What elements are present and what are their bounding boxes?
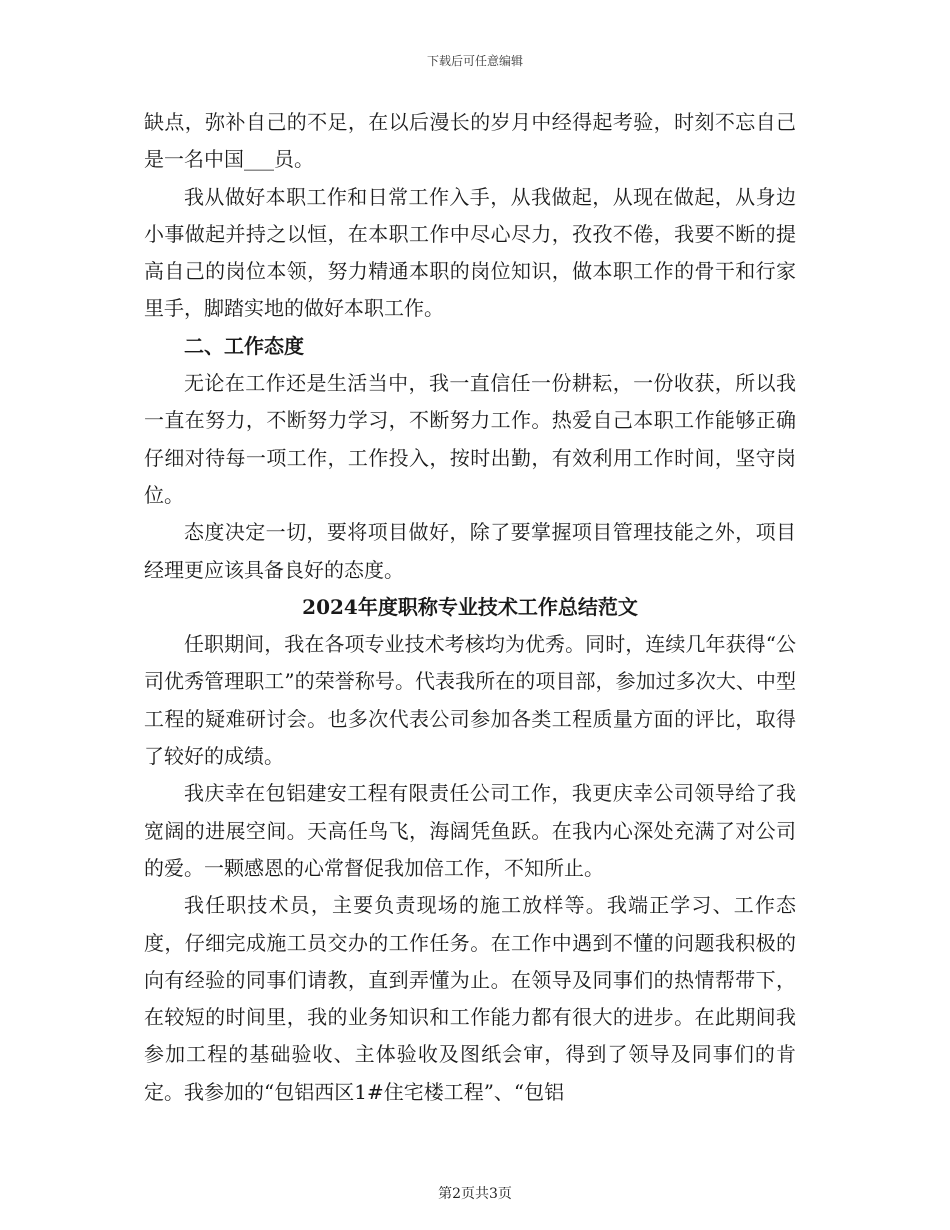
paragraph: 态度决定一切，要将项目做好，除了要掌握项目管理技能之外，项目经理更应该具备良好的态度。 — [144, 520, 796, 582]
page-number: 第2页共3页 — [438, 1186, 512, 1202]
section-heading: 二、工作态度 — [184, 333, 304, 358]
paragraph: 我庆幸在包铝建安工程有限责任公司工作，我更庆幸公司领导给了我宽阔的进展空间。天高任鸟飞，海阔凭鱼跃。在我内心深处充满了对公司的爱。一颗感恩的心常督促我加倍工作，不知所止。 — [144, 781, 796, 880]
page-header-note: 下载后可任意编辑 — [426, 54, 523, 68]
paragraph: 我从做好本职工作和日常工作入手，从我做起，从现在做起，从身边小事做起并持之以恒，在本职工作中尽心尽力，孜孜不倦，我要不断的提高自己的岗位本领，努力精通本职的岗位知识，做本职工作的骨干和行家里手，脚踏实地的做好本职工作。 — [144, 184, 796, 321]
paragraph: 任职期间，我在各项专业技术考核均为优秀。同时，连续几年获得“公司优秀管理职工”的荣誉称号。代表我所在的项目部，参加过多次大、中型工程的疑难研讨会。也多次代表公司参加各类工程质量方面的评比，取得了较好的成绩。 — [144, 632, 796, 769]
paragraph-continuation: 缺点，弥补自己的不足，在以后漫长的岁月中经得起考验，时刻不忘自己是一名中国___员。 — [144, 110, 796, 172]
document-body — [144, 104, 796, 1111]
paragraph: 我任职技术员，主要负责现场的施工放样等。我端正学习、工作态度，仔细完成施工员交办的工作任务。在工作中遇到不懂的问题我积极的向有经验的同事们请教，直到弄懂为止。在领导及同事们的热情帮带下，在较短的时间里，我的业务知识和工作能力都有很大的进步。在此期间我参加工程的基础验收、主体验收及图纸会审，得到了领导及同事们的肯定。我参加的“包铝西区1#住宅楼工程”、“包铝 — [144, 893, 796, 1104]
document-title: 2024年度职称专业技术工作总结范文 — [302, 594, 638, 619]
paragraph: 无论在工作还是生活当中，我一直信任一份耕耘，一份收获，所以我一直在努力，不断努力学习，不断努力工作。热爱自己本职工作能够正确仔细对待每一项工作，工作投入，按时出勤，有效利用工作时间，坚守岗位。 — [144, 371, 796, 507]
